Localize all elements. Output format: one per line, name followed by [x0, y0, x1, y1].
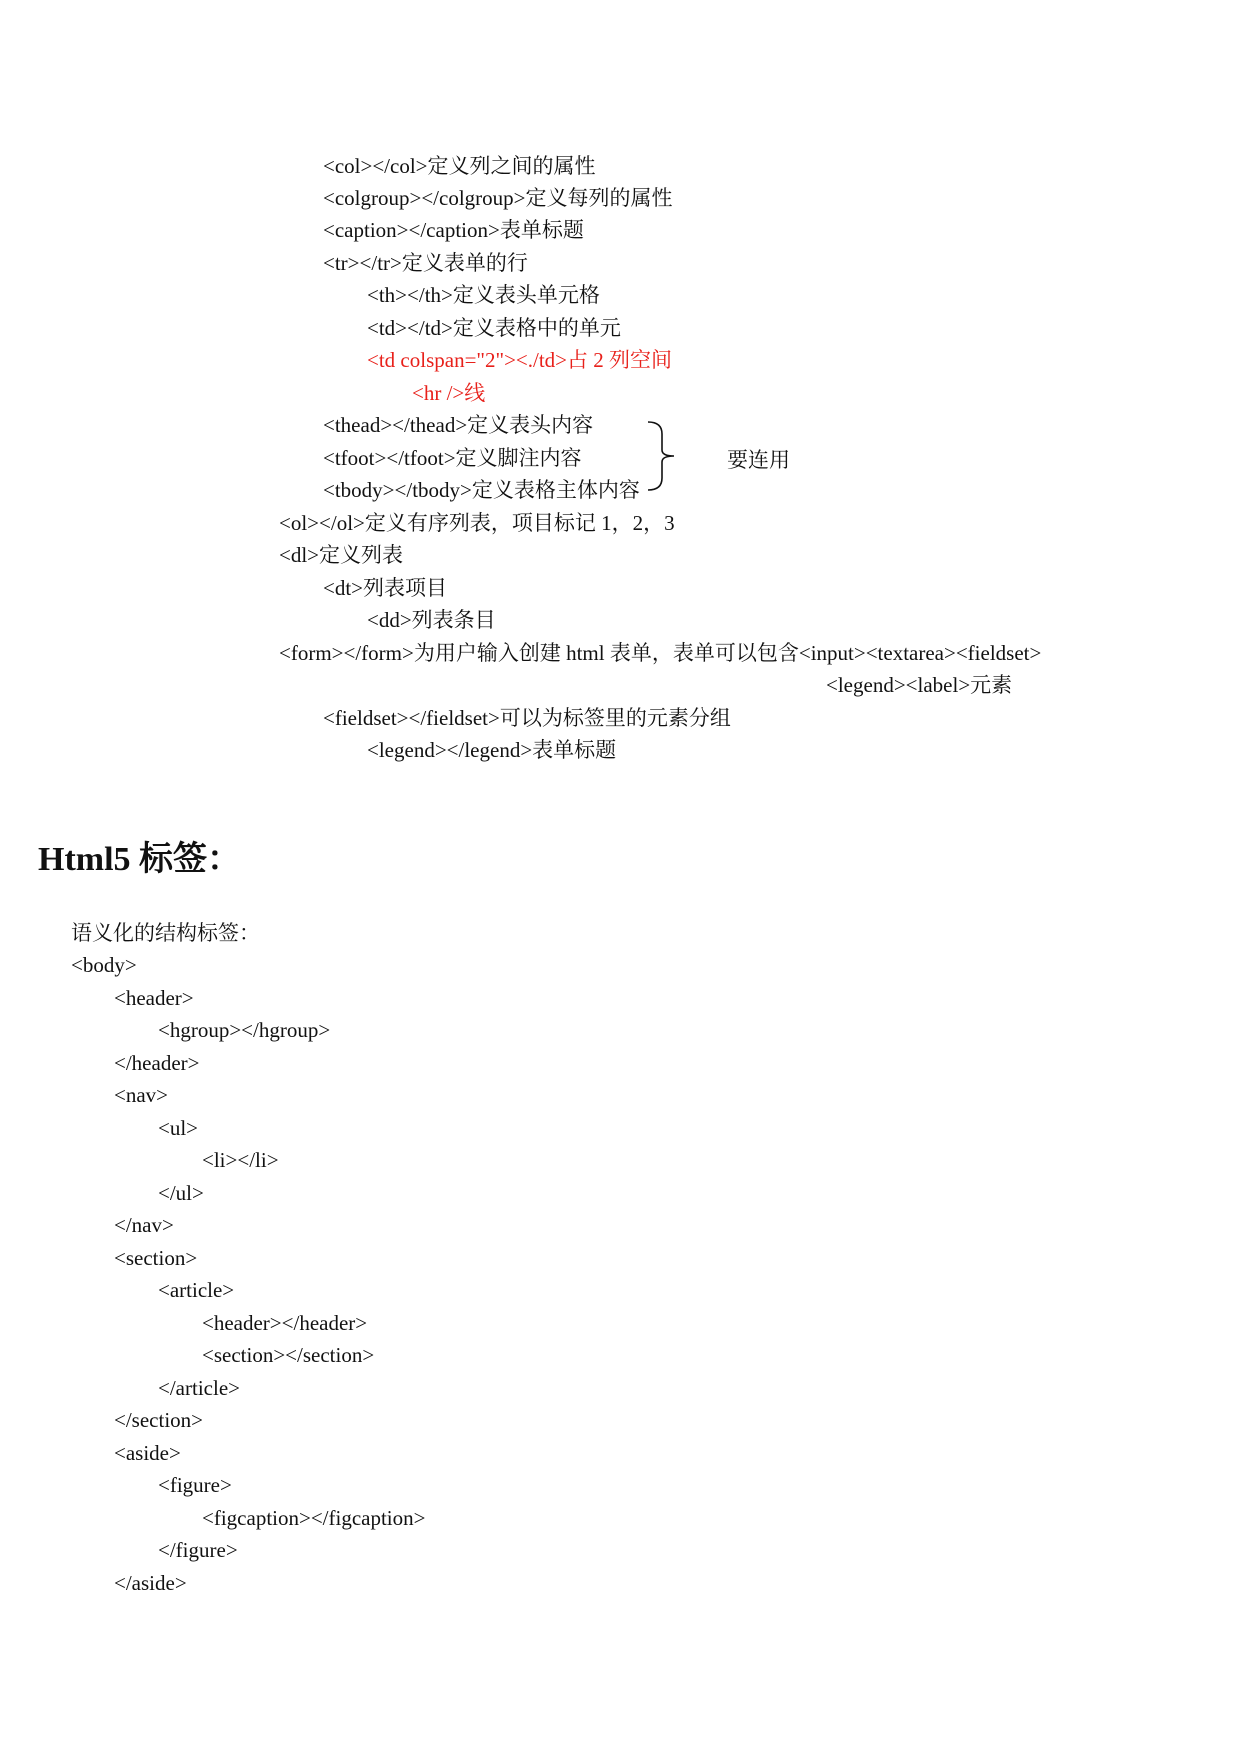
tbody-tag-line: <tbody></tbody>定义表格主体内容 — [323, 478, 640, 502]
col-tag-line: <col></col>定义列之间的属性 — [323, 154, 596, 178]
thead-tag-line: <thead></thead>定义表头内容 — [323, 413, 594, 437]
td-tag-line: <td></td>定义表格中的单元 — [367, 316, 621, 340]
structure-line: <section> — [114, 1246, 198, 1270]
structure-line: <nav> — [114, 1083, 169, 1107]
hr-tag-line: <hr />线 — [412, 381, 486, 405]
legend-tag-line: <legend></legend>表单标题 — [367, 738, 617, 762]
structure-line: </header> — [114, 1051, 200, 1075]
structure-line: </figure> — [158, 1538, 238, 1562]
tfoot-tag-line: <tfoot></tfoot>定义脚注内容 — [323, 446, 582, 470]
structure-line: <header></header> — [202, 1311, 368, 1335]
structure-line: <section></section> — [202, 1343, 375, 1367]
structure-line: <ul> — [158, 1116, 199, 1140]
dl-tag-line: <dl>定义列表 — [279, 543, 404, 567]
intro-text: 语义化的结构标签： — [71, 921, 260, 945]
ol-tag-line: <ol></ol>定义有序列表，项目标记 1，2，3 — [279, 511, 675, 535]
dd-tag-line: <dd>列表条目 — [367, 608, 496, 632]
structure-line: </section> — [114, 1408, 204, 1432]
structure-line: </ul> — [158, 1181, 204, 1205]
structure-line: <figcaption></figcaption> — [202, 1506, 426, 1530]
dt-tag-line: <dt>列表项目 — [323, 576, 448, 600]
structure-line: <hgroup></hgroup> — [158, 1018, 331, 1042]
tr-tag-line: <tr></tr>定义表单的行 — [323, 251, 528, 275]
structure-line: </nav> — [114, 1213, 174, 1237]
td-colspan-tag-line: <td colspan="2"><./td>占 2 列空间 — [367, 348, 673, 372]
structure-line: <body> — [71, 953, 137, 977]
caption-tag-line: <caption></caption>表单标题 — [323, 218, 584, 242]
structure-line: <article> — [158, 1278, 235, 1302]
structure-line: </aside> — [114, 1571, 187, 1595]
form-tag-line-continued: <legend><label>元素 — [826, 673, 1013, 697]
structure-line: <li></li> — [202, 1148, 279, 1172]
structure-line: <header> — [114, 986, 194, 1010]
curly-brace-icon — [644, 420, 684, 492]
th-tag-line: <th></th>定义表头单元格 — [367, 283, 600, 307]
structure-line: </article> — [158, 1376, 240, 1400]
structure-line: <figure> — [158, 1473, 232, 1497]
section-heading: Html5 标签： — [38, 841, 242, 878]
fieldset-tag-line: <fieldset></fieldset>可以为标签里的元素分组 — [323, 706, 731, 730]
structure-line: <aside> — [114, 1441, 181, 1465]
colgroup-tag-line: <colgroup></colgroup>定义每列的属性 — [323, 186, 673, 210]
brace-note: 要连用 — [727, 448, 790, 472]
form-tag-line: <form></form>为用户输入创建 html 表单，表单可以包含<input><textarea><fieldset> — [279, 641, 1042, 665]
